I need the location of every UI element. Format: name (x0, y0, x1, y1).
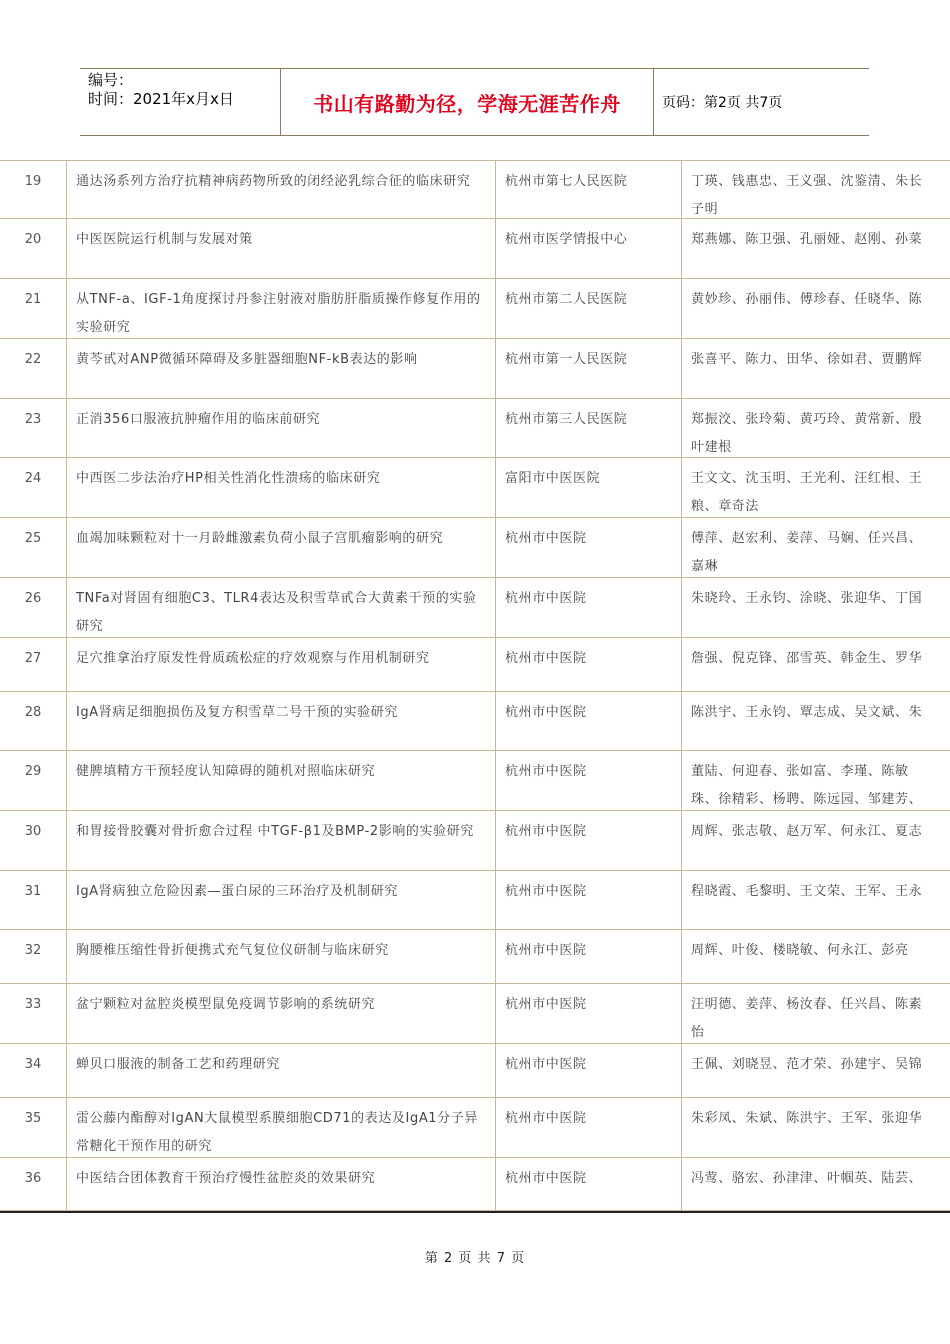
row-number: 22 (24, 352, 42, 367)
participants: 黄妙珍、孙丽伟、傅珍春、任晓华、陈 (681, 279, 950, 338)
table-row (0, 219, 950, 279)
page-info: 页码：第2页 共7页 (662, 95, 783, 111)
organization: 杭州市中医院 (495, 751, 681, 810)
participants: 朱彩凤、朱斌、陈洪宇、王军、张迎华 (681, 1098, 950, 1157)
organization: 杭州市中医院 (495, 578, 681, 637)
row-number: 36 (24, 1171, 42, 1186)
header-motto-cell (281, 69, 654, 135)
participants: 周辉、叶俊、楼晓敏、何永江、彭亮 (681, 930, 950, 983)
project-title: 中医医院运行机制与发展对策 (66, 219, 495, 278)
table-row (0, 160, 950, 219)
organization: 杭州市中医院 (495, 692, 681, 750)
row-number: 33 (24, 997, 42, 1012)
project-title: 健脾填精方干预轻度认知障碍的随机对照临床研究 (66, 751, 495, 810)
row-number: 31 (24, 884, 42, 899)
table-row (0, 1044, 950, 1098)
participants: 朱晓玲、王永钧、涂晓、张迎华、丁国 (681, 578, 950, 637)
organization: 杭州市第三人民医院 (495, 399, 681, 457)
project-title: 雷公藤内酯醇对IgAN大鼠模型系膜细胞CD71的表达及IgA1分子异常糖化干预作用的研究 (66, 1098, 495, 1157)
project-title: 从TNF-a、IGF-1角度探讨丹参注射液对脂肪肝脂质操作修复作用的实验研究 (66, 279, 495, 338)
project-title: 和胃接骨胶囊对骨折愈合过程 中TGF-β1及BMP-2影响的实验研究 (66, 811, 495, 870)
participants: 王佩、刘晓昱、范才荣、孙建宇、吴锦 (681, 1044, 950, 1097)
table-row (0, 279, 950, 339)
participants: 詹强、倪克锋、邵雪英、韩金生、罗华 (681, 638, 950, 691)
row-number: 24 (24, 471, 42, 486)
document-header (80, 68, 869, 136)
row-number: 35 (24, 1111, 42, 1126)
row-number: 21 (24, 292, 42, 307)
table-row (0, 458, 950, 518)
row-number: 23 (24, 412, 42, 427)
row-number: 32 (24, 943, 42, 958)
table-row (0, 339, 950, 399)
project-title: 正消356口服液抗肿瘤作用的临床前研究 (66, 399, 495, 457)
participants: 董陆、何迎春、张如富、李瑾、陈敏 珠、徐精彩、杨聘、陈远园、邹建芳、 (681, 751, 950, 810)
participants: 傅萍、赵宏利、姜萍、马娴、任兴昌、 嘉琳 (681, 518, 950, 577)
motto: 书山有路勤为径，学海无涯苦作舟 (313, 91, 621, 116)
project-title: 蝉贝口服液的制备工艺和药理研究 (66, 1044, 495, 1097)
organization: 杭州市中医院 (495, 1044, 681, 1097)
project-title: 通达汤系列方治疗抗精神病药物所致的闭经泌乳综合征的临床研究 (66, 161, 495, 218)
project-title: IgA肾病独立危险因素—蛋白尿的三环治疗及机制研究 (66, 871, 495, 929)
organization: 杭州市第七人民医院 (495, 161, 681, 218)
organization: 杭州市中医院 (495, 1158, 681, 1210)
project-title: 足穴推拿治疗原发性骨质疏松症的疗效观察与作用机制研究 (66, 638, 495, 691)
organization: 富阳市中医医院 (495, 458, 681, 517)
table-row (0, 751, 950, 811)
participants: 张喜平、陈力、田华、徐如君、贾鹏辉 (681, 339, 950, 398)
participants: 郑燕娜、陈卫强、孔丽娅、赵刚、孙菜 (681, 219, 950, 278)
participants: 王文文、沈玉明、王光利、汪红根、王 粮、章奇法 (681, 458, 950, 517)
row-number: 27 (24, 651, 42, 666)
row-number: 29 (24, 764, 42, 779)
participants: 程晓霞、毛黎明、王文荣、王军、王永 (681, 871, 950, 929)
organization: 杭州市第一人民医院 (495, 339, 681, 398)
organization: 杭州市中医院 (495, 930, 681, 983)
project-title: IgA肾病足细胞损伤及复方积雪草二号干预的实验研究 (66, 692, 495, 750)
table-bottom-rule (0, 1211, 950, 1213)
organization: 杭州市中医院 (495, 984, 681, 1043)
table-row (0, 638, 950, 692)
table-row (0, 1158, 950, 1211)
participants: 郑振洨、张玲菊、黄巧玲、黄常新、殷 叶建根 (681, 399, 950, 457)
table-row (0, 399, 950, 458)
table-row (0, 1098, 950, 1158)
organization: 杭州市中医院 (495, 1098, 681, 1157)
row-number: 30 (24, 824, 42, 839)
table-row (0, 692, 950, 751)
participants: 汪明德、姜萍、杨汝春、任兴昌、陈素 怡 (681, 984, 950, 1043)
project-title: 中医结合团体教育干预治疗慢性盆腔炎的效果研究 (66, 1158, 495, 1210)
table-row (0, 811, 950, 871)
time-label: 时间：2021年x月x日 (88, 90, 234, 108)
table-row (0, 871, 950, 930)
organization: 杭州市中医院 (495, 811, 681, 870)
project-title: 中西医二步法治疗HP相关性消化性溃疡的临床研究 (66, 458, 495, 517)
organization: 杭州市中医院 (495, 871, 681, 929)
organization: 杭州市医学情报中心 (495, 219, 681, 278)
participants: 丁瑛、钱惠忠、王义强、沈鉴清、朱长 子明 (681, 161, 950, 218)
project-title: 胸腰椎压缩性骨折便携式充气复位仪研制与临床研究 (66, 930, 495, 983)
table-row (0, 518, 950, 578)
table-row (0, 930, 950, 984)
row-number: 26 (24, 591, 42, 606)
project-table (0, 160, 950, 1211)
code-label: 编号： (88, 71, 134, 89)
participants: 冯莺、骆宏、孙津津、叶帼英、陆芸、 (681, 1158, 950, 1210)
row-number: 19 (24, 174, 42, 189)
table-row (0, 578, 950, 638)
page-footer: 第 2 页 共 7 页 (424, 1251, 526, 1266)
organization: 杭州市中医院 (495, 638, 681, 691)
project-title: 盆宁颗粒对盆腔炎模型鼠免疫调节影响的系统研究 (66, 984, 495, 1043)
participants: 周辉、张志敬、赵万军、何永江、夏志 (681, 811, 950, 870)
row-number: 20 (24, 232, 42, 247)
project-title: 血竭加味颗粒对十一月龄雌激素负荷小鼠子宫肌瘤影响的研究 (66, 518, 495, 577)
table-row (0, 984, 950, 1044)
organization: 杭州市第二人民医院 (495, 279, 681, 338)
project-title: TNFa对肾固有细胞C3、TLR4表达及积雪草甙合大黄素干预的实验研究 (66, 578, 495, 637)
row-number: 34 (24, 1057, 42, 1072)
row-number: 28 (24, 705, 42, 720)
header-meta (80, 69, 281, 135)
project-title: 黄芩甙对ANP微循环障碍及多脏器细胞NF-kB表达的影响 (66, 339, 495, 398)
row-number: 25 (24, 531, 42, 546)
participants: 陈洪宇、王永钧、覃志成、吴文斌、朱 (681, 692, 950, 750)
organization: 杭州市中医院 (495, 518, 681, 577)
